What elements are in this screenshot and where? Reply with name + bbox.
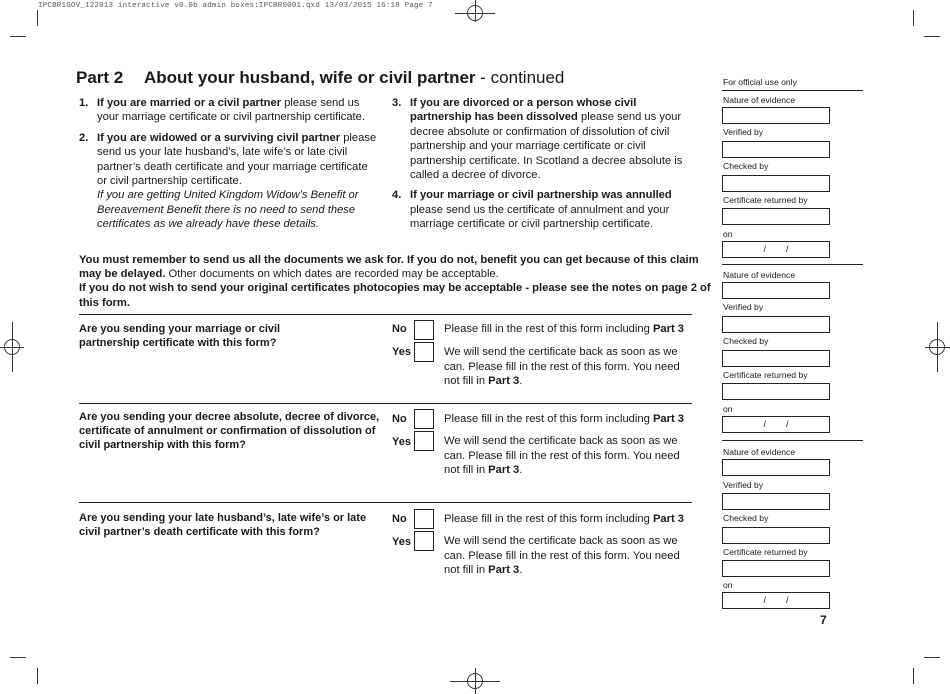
nature-label: Nature of evidence (723, 270, 796, 280)
divider (722, 440, 863, 441)
no-label: No (392, 413, 407, 425)
divider (722, 90, 863, 91)
q2-no-text: Please fill in the rest of this form including Part 3 (444, 413, 685, 425)
divider (79, 314, 692, 315)
question-decree-certificate: Are you sending your decree absolute, decree of divorce, certificate of annulment or confirmation of dissolution of civil partnership with this form? (79, 411, 380, 452)
instructions-left-column (79, 96, 377, 238)
verified-label: Verified by (723, 127, 764, 137)
q3-yes-text: We will send the certificate back as soon as we can. Please fill in the rest of this form. You need not fill in Part 3. (444, 535, 680, 577)
returned-field[interactable] (722, 208, 830, 225)
item-italic-note: If you are getting United Kingdom Widow’s Benefit or Bereavement Benefit there is no need to send these certificates as we already have these details. (97, 189, 359, 231)
q3-yes-checkbox[interactable] (414, 531, 434, 551)
official-use-heading: For official use only (723, 77, 797, 87)
instruction-item (392, 188, 700, 231)
item-number: 4. (392, 189, 402, 202)
returned-label: Certificate returned by (723, 547, 808, 557)
checked-label: Checked by (723, 161, 769, 171)
nature-field[interactable] (722, 282, 830, 299)
question-death-certificate: Are you sending your late husband’s, late wife’s or late civil partner’s death certificate with this form? (79, 512, 367, 539)
instruction-item (79, 96, 377, 125)
item-text: please send us your marriage certificate or civil partnership certificate. (97, 97, 365, 124)
notice-text: Other documents on which dates are recorded may be acceptable. (165, 268, 499, 281)
item-number: 2. (79, 131, 89, 144)
instructions-right-column (392, 96, 700, 238)
q1-no-checkbox[interactable] (414, 320, 434, 340)
yes-label: Yes (392, 536, 411, 548)
yes-label: Yes (392, 346, 411, 358)
q2-yes-text: We will send the certificate back as soon as we can. Please fill in the rest of this form. You need not fill in Part 3. (444, 435, 680, 477)
page-number: 7 (820, 613, 827, 627)
nature-label: Nature of evidence (723, 447, 796, 457)
part-title (144, 68, 564, 88)
instruction-item (392, 96, 700, 182)
verified-field[interactable] (722, 141, 830, 158)
item-text: please send us the certificate of annulment and your marriage certificate or civil partnership certificate. (410, 203, 670, 231)
item-bold: If you are widowed or a surviving civil partner (97, 131, 341, 144)
verified-field[interactable] (722, 493, 830, 510)
crop-mark (924, 657, 940, 658)
crop-mark (924, 36, 940, 37)
item-bold: If your marriage or civil partnership was annulled (410, 189, 672, 202)
date-field[interactable]: / / (722, 592, 830, 609)
no-label: No (392, 323, 407, 335)
item-bold: If you are married or a civil partner (97, 97, 282, 109)
on-label: on (723, 404, 733, 414)
date-field[interactable]: / / (722, 241, 830, 258)
instruction-item (79, 131, 377, 232)
part-title-main: About your husband, wife or civil partner (144, 68, 476, 87)
question-marriage-certificate: Are you sending your marriage or civil partnership certificate with this form? (79, 323, 281, 350)
date-field[interactable]: / / (722, 416, 830, 433)
printer-slug: IPCBR1GOV_122013 interactive v0.0b admin boxes:IPCBR0001.qxd 13/03/2015 16:18 Page 7 (38, 2, 433, 10)
crop-mark (10, 36, 26, 37)
checked-field[interactable] (722, 527, 830, 544)
divider (79, 502, 692, 503)
crop-mark (913, 668, 914, 684)
returned-label: Certificate returned by (723, 370, 808, 380)
verified-label: Verified by (723, 480, 764, 490)
q1-no-text: Please fill in the rest of this form including Part 3 (444, 323, 685, 335)
item-text: please send us your late husband’s, late wife’s or late civil partner’s death certificate and your marriage certificate or civil partnership certificate. (97, 131, 377, 188)
q1-yes-text: We will send the certificate back as soon as we can. Please fill in the rest of this form. You need not fill in Part 3. (444, 346, 680, 388)
checked-label: Checked by (723, 336, 769, 346)
q1-yes-checkbox[interactable] (414, 342, 434, 362)
divider (722, 264, 863, 265)
checked-field[interactable] (722, 350, 830, 367)
verified-label: Verified by (723, 302, 764, 312)
on-label: on (723, 229, 733, 239)
crop-mark (37, 10, 38, 26)
checked-label: Checked by (723, 513, 769, 523)
returned-field[interactable] (722, 383, 830, 400)
returned-field[interactable] (722, 560, 830, 577)
nature-label: Nature of evidence (723, 95, 796, 105)
divider (79, 403, 692, 404)
on-label: on (723, 580, 733, 590)
item-text: please send us your decree absolute or confirmation of dissolution of civil partnership and your marriage certificate or civil partnership certificate. In Scotland a decree absolute is called a decree of divorce. (410, 111, 683, 182)
part-title-suffix: - continued (475, 68, 565, 87)
yes-label: Yes (392, 436, 411, 448)
crop-mark (10, 657, 26, 658)
item-number: 3. (392, 97, 402, 109)
notice-photocopies: If you do not wish to send your original certificates photocopies may be acceptable - please see the notes on page 2 of this form. (79, 282, 711, 309)
checked-field[interactable] (722, 175, 830, 192)
nature-field[interactable] (722, 107, 830, 124)
no-label: No (392, 513, 407, 525)
q3-no-checkbox[interactable] (414, 509, 434, 529)
notice-warning: You must remember to send us all the documents we ask for. If you do not, benefit you can get because of this claim may be delayed. (79, 254, 699, 281)
part-number: Part 2 (76, 68, 124, 87)
documents-notice (79, 253, 711, 310)
crop-mark (37, 668, 38, 684)
item-bold: If you are divorced or a person whose civil partnership has been dissolved (410, 97, 637, 124)
verified-field[interactable] (722, 316, 830, 333)
returned-label: Certificate returned by (723, 195, 808, 205)
item-number: 1. (79, 97, 89, 109)
q2-yes-checkbox[interactable] (414, 431, 434, 451)
q2-no-checkbox[interactable] (414, 409, 434, 429)
q3-no-text: Please fill in the rest of this form including Part 3 (444, 513, 685, 525)
crop-mark (913, 10, 914, 26)
nature-field[interactable] (722, 459, 830, 476)
